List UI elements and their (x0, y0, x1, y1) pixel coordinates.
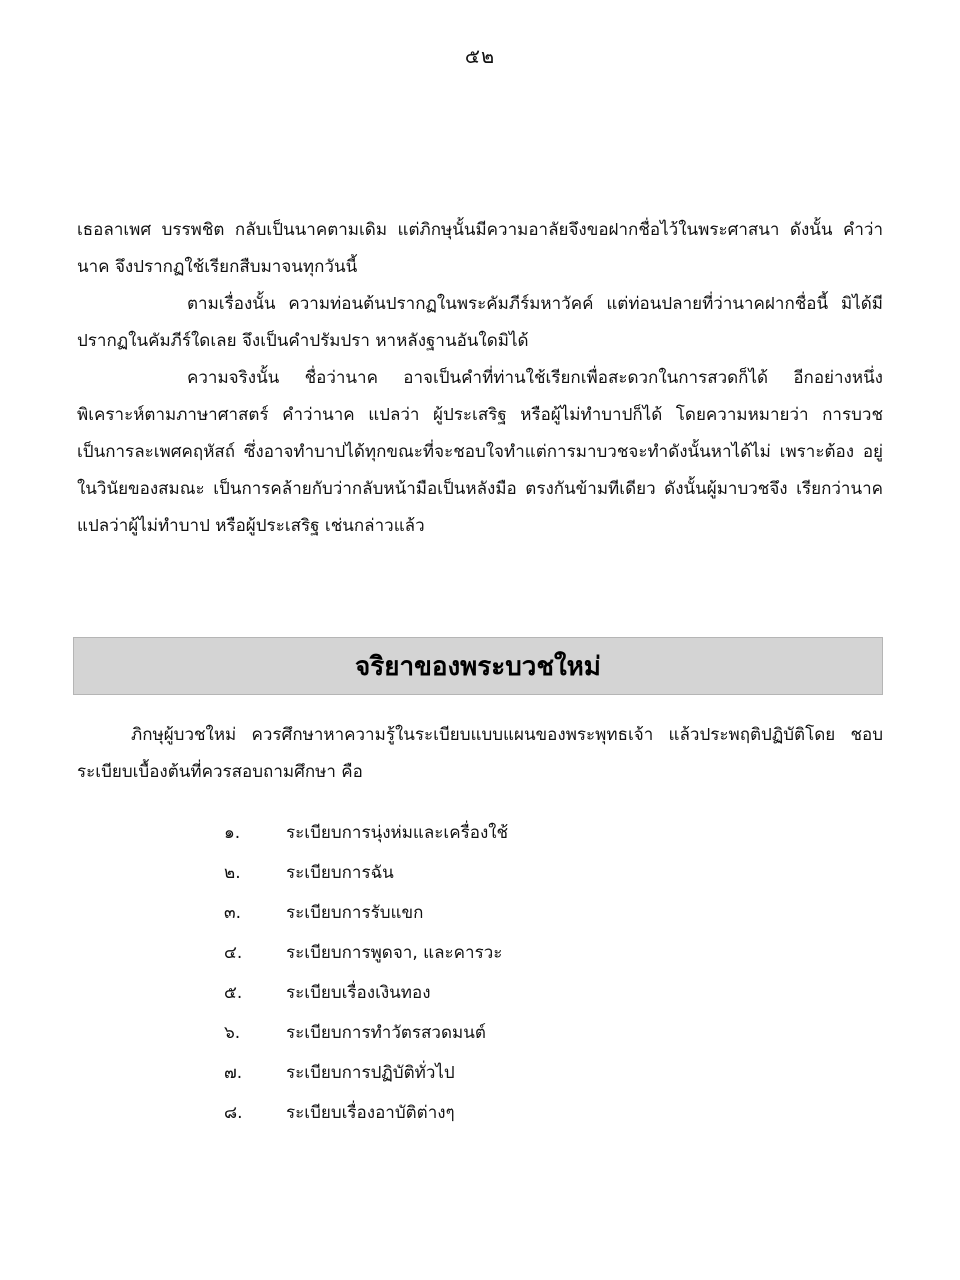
list-item (224, 935, 508, 975)
list-item-text: ระเบียบการปฏิบัติทั่วไป (286, 1063, 455, 1083)
list-item-number: ๗. (224, 1063, 243, 1083)
list-item (224, 855, 508, 895)
list-item (224, 1095, 508, 1135)
list-item-number: ๑. (224, 823, 241, 843)
paragraph-origin: ตามเรื่องนั้น ความท่อนต้นปรากฏในพระคัมภีร์มหาวัคค์ แต่ท่อนปลายที่ว่านาคฝากชื่อนี้ มิได้มีปรากฏในคัมภีร์ใดเลย จึงเป็นคำปรัมปรา หาหลังฐานอันใดมิได้ (77, 294, 883, 351)
list-item (224, 1015, 508, 1055)
page-number: ๕๒ (464, 44, 496, 68)
list-item-text: ระเบียบการพูดจา, และคารวะ (286, 943, 503, 963)
list-item-number: ๓. (224, 903, 242, 923)
paragraph-continued: เธอลาเพศ บรรพชิต กลับเป็นนาคตามเดิม แต่ภิกษุนั้นมีความอาลัยจึงขอฝากชื่อไว้ในพระศาสนา ดังนั้น คำว่า นาค จึงปรากฏใช้เรียกสืบมาจนทุกวันนี้ (77, 220, 883, 277)
list-item-number: ๕. (224, 983, 243, 1003)
section-banner (73, 637, 883, 695)
list-item-text: ระเบียบเรื่องอาบัติต่างๆ (286, 1103, 455, 1123)
section-title: จริยาของพระบวชใหม่ (355, 651, 601, 682)
rule-list (224, 815, 508, 1135)
section-intro (77, 717, 883, 791)
intro-paragraph: ภิกษุผู้บวชใหม่ ควรศึกษาหาความรู้ในระเบียบแบบแผนของพระพุทธเจ้า แล้วประพฤติปฏิบัติโดย ชอบ ระเบียบเบื้องต้นที่ควรสอบถามศึกษา คือ (77, 725, 883, 782)
list-item (224, 895, 508, 935)
list-item-text: ระเบียบการทำวัตรสวดมนต์ (286, 1023, 486, 1043)
list-item-text: ระเบียบการนุ่งห่มและเครื่องใช้ (286, 823, 509, 843)
body-text (77, 212, 883, 545)
list-item-text: ระเบียบเรื่องเงินทอง (286, 983, 431, 1003)
list-item-text: ระเบียบการฉัน (286, 863, 394, 883)
list-item-text: ระเบียบการรับแขก (286, 903, 424, 923)
list-item-number: ๘. (224, 1103, 243, 1123)
list-item-number: ๒. (224, 863, 241, 883)
list-item (224, 975, 508, 1015)
list-item-number: ๔. (224, 943, 243, 963)
list-item (224, 1055, 508, 1095)
list-item (224, 815, 508, 855)
list-item-number: ๖. (224, 1023, 241, 1043)
paragraph-meaning: ความจริงนั้น ชื่อว่านาค อาจเป็นคำที่ท่านใช้เรียกเพื่อสะดวกในการสวดก็ได้ อีกอย่างหนึ่ง พิเคราะห์ตามภาษาศาสตร์ คำว่านาค แปลว่า ผู้ประเสริฐ หรือผู้ไม่ทำบาปก็ได้ โดยความหมายว่า การบวช เป็นการละเพศคฤหัสถ์ ซึ่งอาจทำบาปได้ทุกขณะที่จะชอบใจทำแต่การมาบวชจะทำดังนั้นหาได้ไม่ เพราะต้อง อยู่ในวินัยของสมณะ เป็นการคล้ายกับว่ากลับหน้ามือเป็นหลังมือ ตรงกันข้ามทีเดียว ดังนั้นผู้มาบวชจึง เรียกว่านาค แปลว่าผู้ไม่ทำบาป หรือผู้ประเสริฐ เช่นกล่าวแล้ว (77, 368, 883, 536)
